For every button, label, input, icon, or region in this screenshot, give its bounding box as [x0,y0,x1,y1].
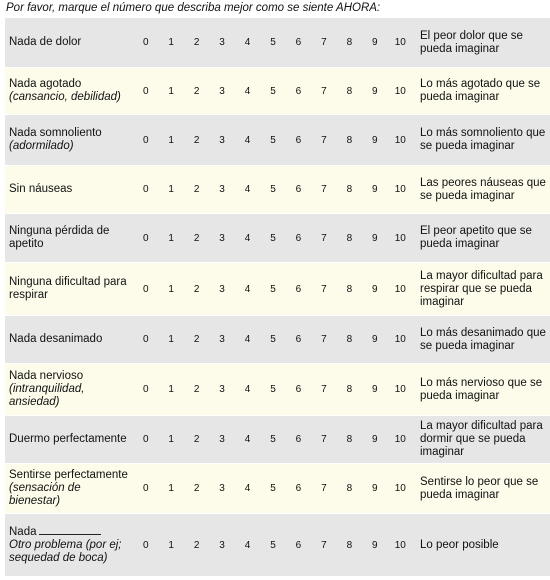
scale-number[interactable]: 5 [270,384,276,395]
scale-number[interactable]: 5 [270,85,276,97]
row-right-label: La mayor dificultad para dormir que se pueda imaginar [420,420,543,458]
scale-number[interactable]: 2 [193,434,200,445]
row-right-label: La mayor dificultad para respirar que se pueda imaginar [420,269,543,308]
scale-number[interactable]: 1 [168,37,174,48]
scale-number[interactable]: 2 [193,334,200,345]
scale-number[interactable]: 2 [193,384,200,395]
scale-number[interactable]: 8 [346,85,353,97]
scale-number[interactable]: 9 [372,384,378,395]
left-label-text: Nada agotado [9,78,82,90]
scale-number[interactable]: 4 [244,85,251,97]
left-label-text: Nada desanimado [9,333,103,345]
scale-number[interactable]: 5 [270,184,276,195]
scale-number[interactable]: 2 [193,184,200,195]
row-right-label: Lo peor posible [420,538,499,551]
scale-number[interactable]: 6 [295,334,302,345]
scale-number[interactable]: 7 [321,232,327,244]
symptom-row [5,316,550,364]
scale-number[interactable]: 0 [142,283,149,295]
row-right-label: Lo más nervioso que se pueda imaginar [420,376,543,402]
row-left-label [5,78,133,104]
rating-scale [133,334,413,345]
scale-number[interactable]: 10 [394,85,406,97]
scale-number[interactable]: 4 [244,384,251,395]
scale-number[interactable]: 5 [270,483,276,494]
scale-number[interactable]: 6 [295,85,302,97]
row-right-label: El peor dolor que se pueda imaginar [420,29,523,55]
scale-number[interactable]: 1 [168,539,174,551]
scale-number[interactable]: 8 [346,539,353,551]
scale-number[interactable]: 7 [321,539,327,551]
scale-number[interactable]: 1 [168,334,174,345]
row-left-label [5,433,133,446]
row-right-label: Las peores náuseas que se pueda imaginar [420,176,546,202]
scale-number[interactable]: 0 [142,384,149,395]
scale-number[interactable]: 1 [168,434,174,445]
scale-number[interactable]: 4 [244,334,251,345]
row-left-label [5,469,133,508]
symptom-row [5,18,550,68]
scale-number[interactable]: 8 [346,184,353,195]
scale-number[interactable]: 7 [321,184,327,195]
scale-number[interactable]: 10 [394,232,406,244]
instruction-text: Por favor, marque el número que describa mejor como se siente AHORA: [6,2,381,14]
left-label-text: Nada somnoliento [9,127,102,139]
scale-number[interactable]: 0 [142,434,149,445]
symptom-row [5,416,550,464]
scale-number[interactable]: 3 [219,184,225,195]
row-left-label [5,370,133,409]
scale-number[interactable]: 3 [219,85,225,97]
rating-scale [133,384,413,395]
scale-number[interactable]: 2 [193,232,200,244]
scale-number[interactable]: 2 [193,283,200,295]
row-left-label [5,333,133,346]
row-left-label [5,127,133,153]
scale-number[interactable]: 3 [219,483,225,494]
left-label-subtext: (adormilado) [9,140,74,152]
scale-number[interactable]: 8 [346,283,353,295]
scale-number[interactable]: 9 [372,184,378,195]
symptom-row [5,214,550,263]
scale-number[interactable]: 9 [372,539,378,551]
scale-number[interactable]: 9 [372,37,378,48]
scale-number[interactable]: 5 [270,539,276,551]
scale-number[interactable]: 10 [394,539,406,551]
scale-number[interactable]: 9 [372,85,378,97]
scale-number[interactable]: 1 [168,232,174,244]
scale-number[interactable]: 3 [219,434,225,445]
scale-number[interactable]: 10 [394,134,406,146]
row-left-label [5,225,133,251]
row-left-label [5,525,133,565]
rating-scale [133,233,413,244]
scale-number[interactable]: 3 [219,134,225,146]
rating-scale [133,86,413,97]
scale-number[interactable]: 10 [394,334,406,345]
rating-scale [133,37,413,48]
scale-number[interactable]: 1 [168,283,174,295]
symptom-row [5,68,550,115]
scale-number[interactable]: 6 [295,283,302,295]
rating-scale [133,434,413,445]
scale-number[interactable]: 2 [193,539,200,551]
row-left-label [5,36,133,49]
scale-number[interactable]: 7 [321,334,327,345]
rating-scale [133,284,413,295]
scale-number[interactable]: 3 [219,334,225,345]
scale-number[interactable]: 6 [295,483,302,494]
scale-number[interactable]: 2 [193,85,200,97]
scale-number[interactable]: 1 [168,184,174,195]
left-label-text: Sin náuseas [9,183,73,195]
left-label-subtext: (sensación de bienestar) [9,482,81,507]
scale-number[interactable]: 2 [193,37,200,48]
scale-number[interactable]: 1 [168,134,174,146]
left-label-text: Nada nervioso [9,370,84,382]
scale-number[interactable]: 1 [168,483,174,494]
scale-number[interactable]: 4 [244,539,251,551]
scale-number[interactable]: 7 [321,37,327,48]
scale-number[interactable]: 0 [142,85,149,97]
scale-number[interactable]: 9 [372,434,378,445]
scale-number[interactable]: 7 [321,134,327,146]
scale-number[interactable]: 7 [321,483,327,494]
scale-number[interactable]: 0 [142,232,149,244]
scale-number[interactable]: 4 [244,434,251,445]
symptom-row [5,364,550,416]
scale-number[interactable]: 5 [270,37,276,48]
symptom-row [5,166,550,214]
scale-number[interactable]: 6 [295,384,302,395]
scale-number[interactable]: 7 [321,85,327,97]
scale-number[interactable]: 3 [219,384,225,395]
scale-number[interactable]: 4 [244,134,251,146]
scale-number[interactable]: 0 [142,334,149,345]
scale-number[interactable]: 2 [193,134,200,146]
scale-number[interactable]: 4 [244,283,251,295]
symptom-row [5,464,550,514]
left-label-text: Sentirse perfectamente [9,469,128,481]
scale-number[interactable]: 8 [346,483,353,494]
scale-number[interactable]: 0 [142,37,149,48]
scale-number[interactable]: 5 [270,283,276,295]
scale-number[interactable]: 4 [244,483,251,494]
scale-number[interactable]: 10 [394,384,406,395]
left-label-subtext: Otro problema (por ej; sequedad de boca) [9,539,122,564]
scale-number[interactable]: 6 [295,232,302,244]
symptom-row [5,514,550,577]
row-right-label: El peor apetito que se pueda imaginar [420,225,532,250]
scale-number[interactable]: 8 [346,134,353,146]
scale-number[interactable]: 0 [142,539,149,551]
left-label-subtext: (cansancio, debilidad) [9,91,121,103]
rating-scale [133,135,413,146]
left-label-text: Nada [9,526,37,538]
left-label-text: Ninguna dificultad para respirar [9,276,127,301]
symptom-scale-table [5,18,550,577]
scale-number[interactable]: 1 [168,384,174,395]
scale-number[interactable]: 9 [372,283,378,295]
scale-number[interactable]: 5 [270,134,276,146]
row-left-label [5,276,133,302]
scale-number[interactable]: 5 [270,334,276,345]
left-label-text: Duermo perfectamente [9,433,127,445]
scale-number[interactable]: 8 [346,37,353,48]
scale-number[interactable]: 10 [394,434,406,445]
scale-number[interactable]: 1 [168,85,174,97]
row-right-label: Lo más agotado que se pueda imaginar [420,78,541,103]
scale-number[interactable]: 9 [372,134,378,146]
symptom-row [5,115,550,166]
row-right-label: Lo más desanimado que se pueda imaginar [420,326,546,352]
write-in-blank[interactable] [39,525,101,535]
scale-number[interactable]: 9 [372,334,378,345]
scale-number[interactable]: 3 [219,283,225,295]
scale-number[interactable]: 8 [346,232,353,244]
left-label-subtext: (intranquilidad, ansiedad) [9,383,85,408]
scale-number[interactable]: 8 [346,434,353,445]
row-right-label: Sentirse lo peor que se pueda imaginar [420,475,539,501]
scale-number[interactable]: 6 [295,434,302,445]
scale-number[interactable]: 10 [394,483,406,494]
scale-number[interactable]: 3 [219,37,225,48]
scale-number[interactable]: 4 [244,37,251,48]
left-label-text: Nada de dolor [9,36,82,48]
scale-number[interactable]: 6 [295,184,302,195]
left-label-text: Ninguna pérdida de apetito [9,225,110,250]
scale-number[interactable]: 6 [295,37,302,48]
scale-number[interactable]: 9 [372,232,378,244]
rating-scale [133,483,413,494]
scale-number[interactable]: 0 [142,184,149,195]
scale-number[interactable]: 6 [295,134,302,146]
scale-number[interactable]: 9 [372,483,378,494]
scale-number[interactable]: 5 [270,434,276,445]
scale-number[interactable]: 8 [346,334,353,345]
row-right-label: Lo más somnoliento que se pueda imaginar [420,127,546,152]
rating-scale [133,184,413,195]
scale-number[interactable]: 3 [219,539,225,551]
row-left-label [5,183,133,196]
rating-scale [133,540,413,551]
scale-number[interactable]: 0 [142,134,149,146]
scale-number[interactable]: 0 [142,483,149,494]
symptom-row [5,263,550,316]
scale-number[interactable]: 10 [394,283,406,295]
scale-number[interactable]: 3 [219,232,225,244]
scale-number[interactable]: 5 [270,232,276,244]
scale-number[interactable]: 4 [244,184,251,195]
scale-number[interactable]: 10 [394,184,406,195]
scale-number[interactable]: 10 [394,37,406,48]
scale-number[interactable]: 2 [193,483,200,494]
scale-number[interactable]: 7 [321,434,327,445]
scale-number[interactable]: 6 [295,539,302,551]
scale-number[interactable]: 7 [321,283,327,295]
scale-number[interactable]: 7 [321,384,327,395]
scale-number[interactable]: 4 [244,232,251,244]
scale-number[interactable]: 8 [346,384,353,395]
